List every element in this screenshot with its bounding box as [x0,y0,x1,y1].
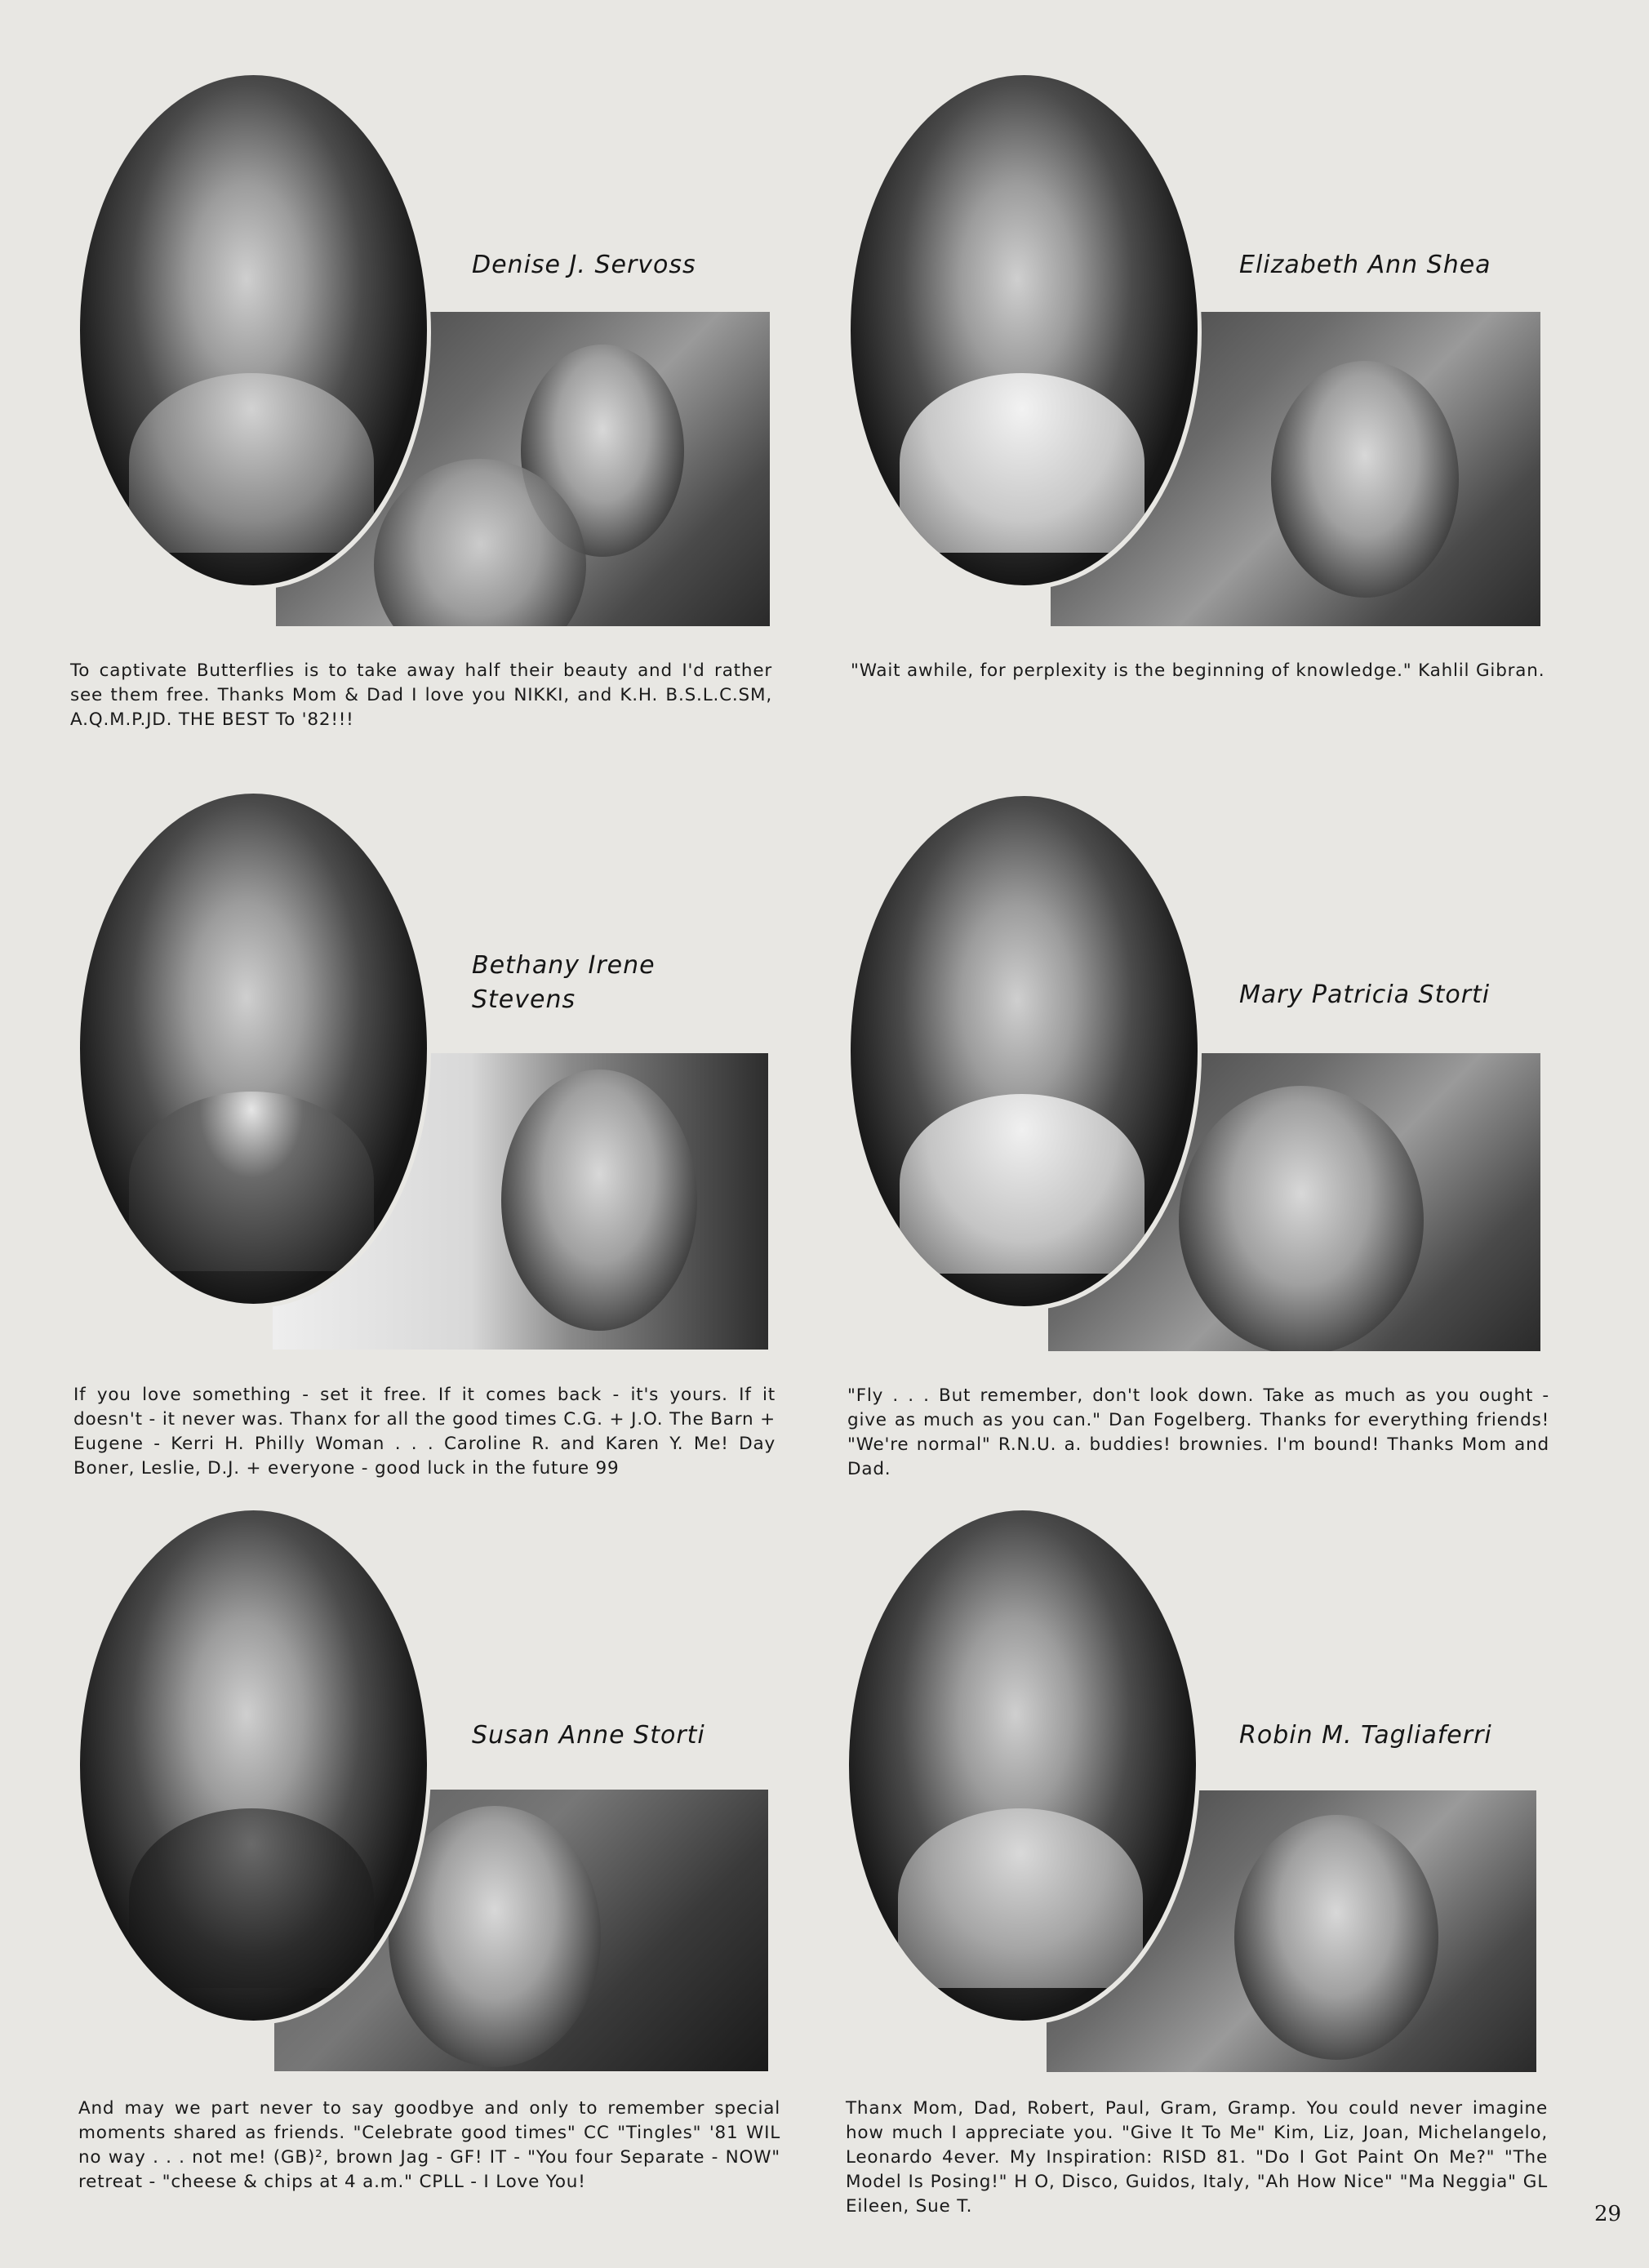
senior-name: Mary Patricia Storti [1239,981,1491,1009]
senior-name: Denise J. Servoss [472,251,696,279]
senior-name-line-2: Stevens [472,985,576,1014]
portrait-photo [80,794,431,1308]
senior-name: Elizabeth Ann Shea [1239,251,1491,279]
senior-entry-stevens [73,794,815,1520]
page-number: 29 [1594,2202,1622,2226]
senior-quote: And may we part never to say goodbye and only to remember special moments shared as friends. "Celebrate good times" CC "Tingles" '81 WIL no way . . . not me! (GB)², brown Jag - GF! IT - "You four Separate - NOW" retreat - "cheese & chips at 4 a.m." CPLL - I Love You! [78,2098,780,2192]
senior-entry-mary-storti [847,796,1585,1523]
senior-quote: "Wait awhile, for perplexity is the beginning of knowledge." Kahlil Gibran. [851,660,1545,681]
senior-quote: To captivate Butterflies is to take away half their beauty and I'd rather see them free. Thanks Mom & Dad I love you NIKKI, and K.H. B.S.L.C.SM, A.Q.M.P.JD. THE BEST To '82!!! [70,660,772,730]
portrait-photo [80,75,431,589]
portrait-photo [851,796,1202,1310]
senior-name [472,949,656,1017]
portrait-photo [849,1510,1200,2025]
senior-entry-susan-storti [80,1510,815,2237]
senior-name-line-1: Bethany Irene [472,951,656,980]
senior-entry-servoss [70,75,815,802]
senior-quote: If you love something - set it free. If it comes back - it's yours. If it doesn't - it never was. Thanx for all the good times C.G. + J.O. The Barn + Eugene - Kerri H. Philly Woman . . . Caroline R. and Karen Y. Me! Day Boner, Leslie, D.J. + everyone - good luck in the future 99 [73,1385,776,1479]
senior-entry-tagliaferri [846,1510,1584,2237]
senior-entry-shea [851,75,1585,802]
portrait-photo [851,75,1202,589]
senior-quote: "Fly . . . But remember, don't look down. Take as much as you ought - give as much as you can." Dan Fogelberg. Thanks for everything friends! "We're normal" R.N.U. a. buddies! brownies. I'm bound! Thanks Mom and Dad. [847,1385,1549,1479]
portrait-photo [80,1510,431,2025]
senior-name: Robin M. Tagliaferri [1239,1721,1492,1750]
senior-name: Susan Anne Storti [472,1721,705,1750]
senior-quote: Thanx Mom, Dad, Robert, Paul, Gram, Gramp. You could never imagine how much I appreciate you. "Give It To Me" Kim, Liz, Joan, Michelangelo, Leonardo 4ever. My Inspiration: RISD 81. "Do I Got Paint On Me?" "The Model Is Posing!" H O, Disco, Guidos, Italy, "Ah How Nice" "Ma Neggia" GL Eileen, Sue T. [846,2098,1548,2217]
